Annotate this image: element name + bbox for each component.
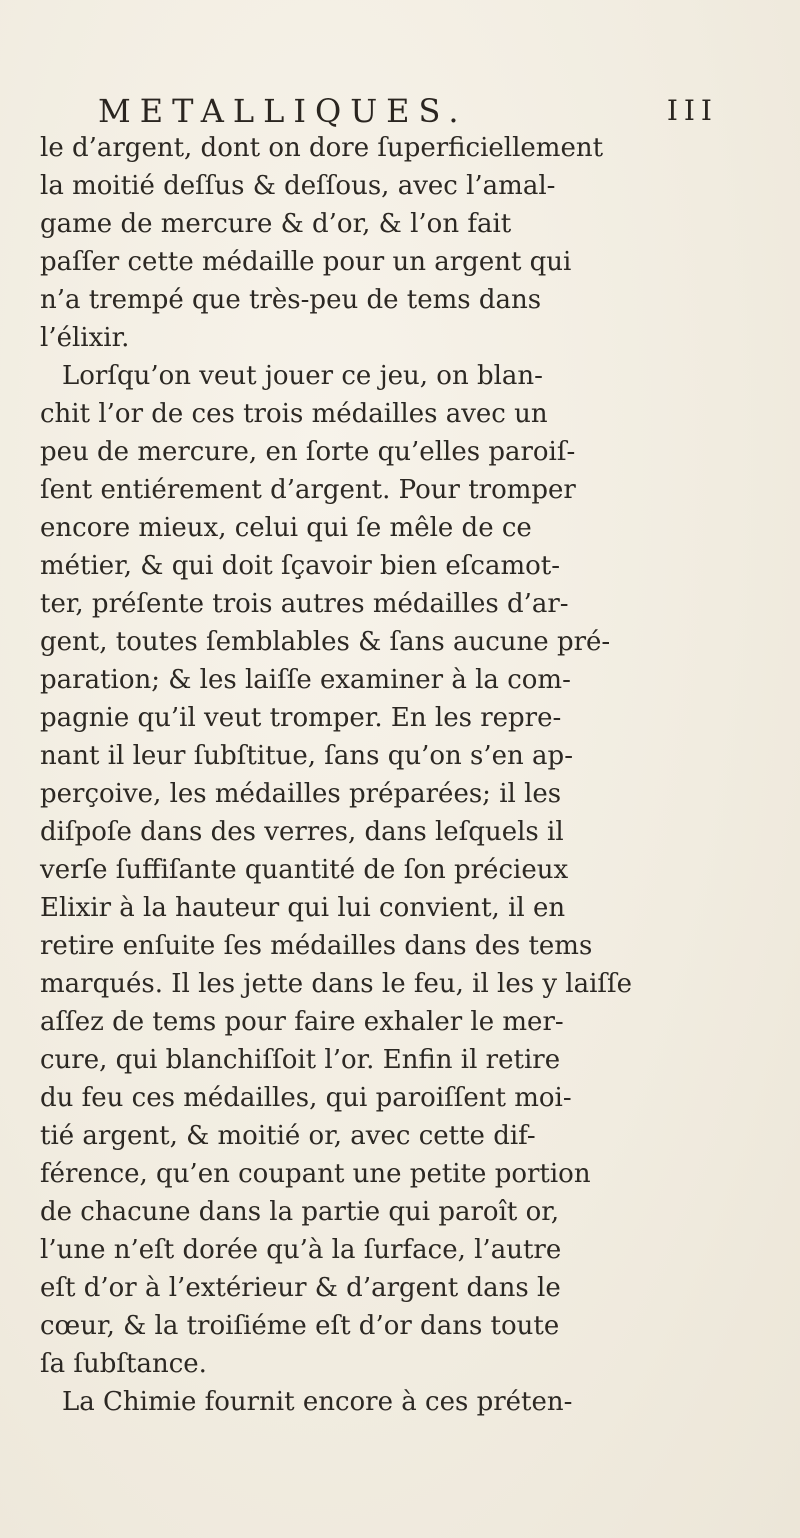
text-line: retire enſuite ſes médailles dans des tems (40, 931, 593, 961)
text-line: Elixir à la hauteur qui lui convient, il en (40, 893, 566, 923)
text-line: paration; & les laiſſe examiner à la com- (40, 665, 571, 695)
text-line: le d’argent, dont on dore ſuperficiellement (40, 133, 604, 163)
page-number: III (666, 94, 718, 127)
text-line: cœur, & la troiſiéme eſt d’or dans toute (40, 1311, 560, 1341)
text-line: perçoive, les médailles préparées; il les (40, 779, 562, 809)
text-line: peu de mercure, en ſorte qu’elles paroiſ- (40, 437, 576, 467)
text-line: aſſez de tems pour faire exhaler le mer- (40, 1007, 564, 1037)
text-line: verſe ſuffiſante quantité de ſon précieux (40, 855, 569, 885)
text-line: diſpoſe dans des verres, dans leſquels il (40, 817, 564, 847)
text-line: gent, toutes ſemblables & ſans aucune pré- (40, 627, 611, 657)
text-line: game de mercure & d’or, & l’on fait (40, 209, 512, 239)
text-line: du feu ces médailles, qui paroiſſent moi- (40, 1083, 572, 1113)
running-title: METALLIQUES. (98, 92, 468, 130)
text-line: ſent entiérement d’argent. Pour tromper (40, 475, 576, 505)
text-line: eſt d’or à l’extérieur & d’argent dans le (40, 1273, 561, 1303)
text-line: l’élixir. (40, 323, 130, 353)
text-line: paſſer cette médaille pour un argent qui (40, 247, 572, 277)
text-line: de chacune dans la partie qui paroît or, (40, 1197, 560, 1227)
text-line: cure, qui blanchiſſoit l’or. Enfin il retire (40, 1045, 561, 1075)
text-line: férence, qu’en coupant une petite portion (40, 1159, 591, 1189)
text-line: La Chimie fournit encore à ces préten- (62, 1387, 573, 1417)
text-line: marqués. Il les jette dans le feu, il les y laiſſe (40, 969, 633, 999)
text-line: métier, & qui doit ſçavoir bien eſcamot- (40, 551, 560, 581)
text-line: l’une n’eſt dorée qu’à la ſurface, l’autre (40, 1235, 562, 1265)
text-line: encore mieux, celui qui ſe mêle de ce (40, 513, 532, 543)
text-line: ter, préſente trois autres médailles d’ar- (40, 589, 569, 619)
text-line: n’a trempé que très-peu de tems dans (40, 285, 542, 315)
text-line: chit l’or de ces trois médailles avec un (40, 399, 548, 429)
body-text (40, 130, 740, 1510)
text-line: Lorſqu’on veut jouer ce jeu, on blan- (62, 361, 543, 391)
text-line: nant il leur ſubſtitue, ſans qu’on s’en ap- (40, 741, 573, 771)
text-line: la moitié deſſus & deſſous, avec l’amal- (40, 171, 556, 201)
text-line: ſa ſubſtance. (40, 1349, 207, 1379)
text-line: tié argent, & moitié or, avec cette dif- (40, 1121, 536, 1151)
text-line: pagnie qu’il veut tromper. En les repre- (40, 703, 562, 733)
